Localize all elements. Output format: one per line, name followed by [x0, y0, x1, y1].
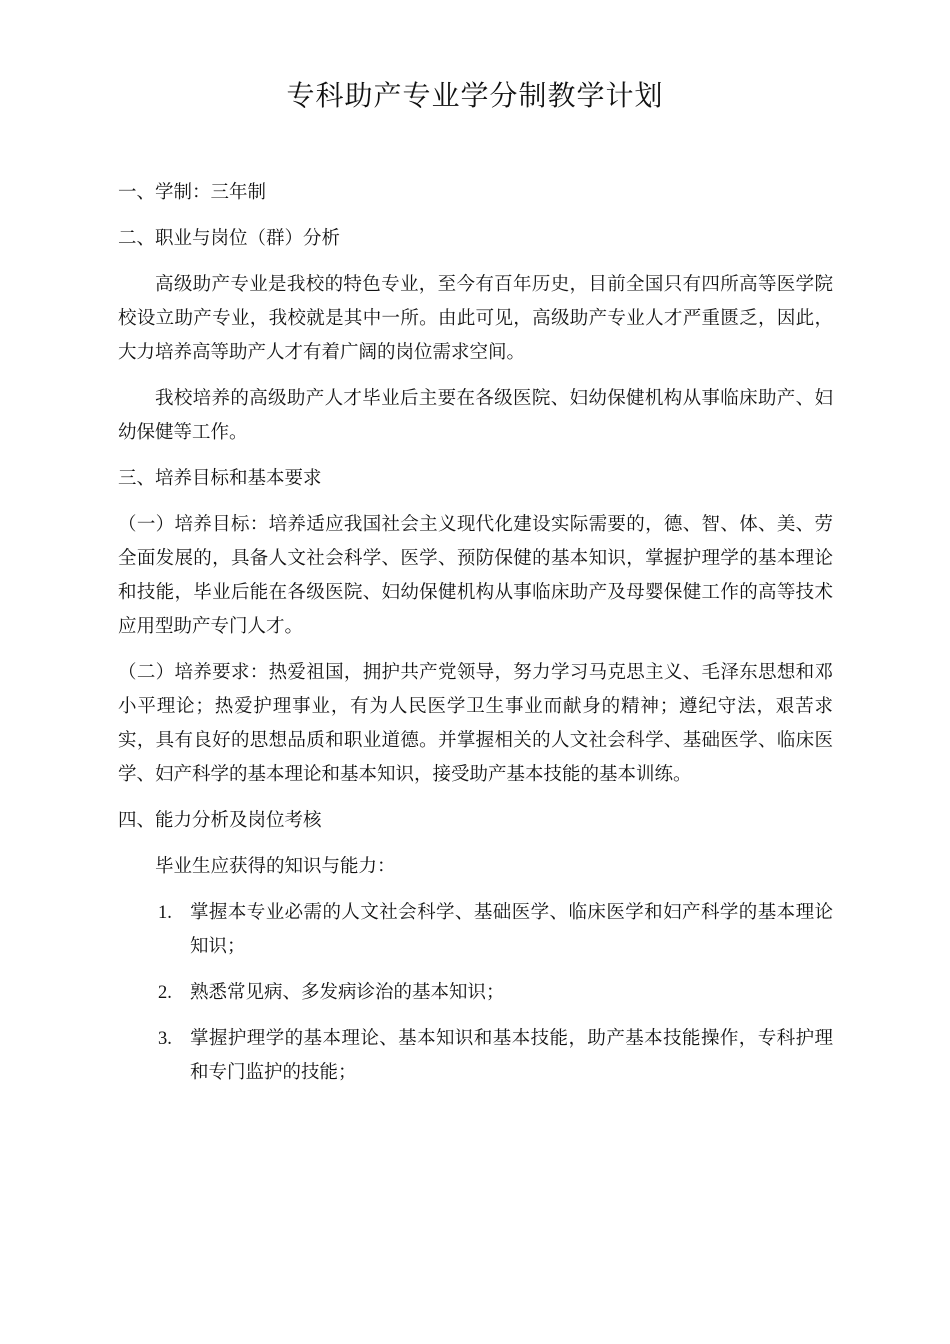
list-item-text: 掌握本专业必需的人文社会科学、基础医学、临床医学和妇产科学的基本理论知识；	[190, 902, 833, 957]
section-heading-4: 四、能力分析及岗位考核	[118, 810, 322, 831]
section-heading-1: 一、学制：三年制	[118, 182, 267, 203]
list-item-number: 1.	[158, 903, 172, 923]
section-heading-2: 二、职业与岗位（群）分析	[118, 228, 341, 249]
list-item-number: 3.	[158, 1029, 172, 1049]
paragraph-knowledge-intro: 毕业生应获得的知识与能力：	[155, 856, 396, 877]
paragraph-training-goal: （一）培养目标：培养适应我国社会主义现代化建设实际需要的，德、智、体、美、劳全面发展的，具备人文社会科学、医学、预防保健的基本知识，掌握护理学的基本理论和技能，毕业后能在各级医院、妇幼保健机构从事临床助产及母婴保健工作的高等技术应用型助产专门人才。	[118, 514, 833, 637]
list-item	[158, 1022, 833, 1090]
paragraph-specialty: 高级助产专业是我校的特色专业，至今有百年历史，目前全国只有四所高等医学院校设立助产专业，我校就是其中一所。由此可见，高级助产专业人才严重匮乏，因此，大力培养高等助产人才有着广阔的岗位需求空间。	[118, 274, 833, 363]
list-item	[158, 976, 833, 1010]
section-heading-3: 三、培养目标和基本要求	[118, 468, 322, 489]
knowledge-list	[158, 896, 833, 1090]
document-body	[118, 176, 833, 1102]
list-item-text: 熟悉常见病、多发病诊治的基本知识；	[190, 982, 505, 1003]
paragraph-employment: 我校培养的高级助产人才毕业后主要在各级医院、妇幼保健机构从事临床助产、妇幼保健等工作。	[118, 388, 833, 443]
list-item-text: 掌握护理学的基本理论、基本知识和基本技能，助产基本技能操作，专科护理和专门监护的技能；	[190, 1028, 833, 1083]
paragraph-training-requirements: （二）培养要求：热爱祖国，拥护共产党领导，努力学习马克思主义、毛泽东思想和邓小平理论；热爱护理事业，有为人民医学卫生事业而献身的精神；遵纪守法，艰苦求实，具有良好的思想品质和职业道德。并掌握相关的人文社会科学、基础医学、临床医学、妇产科学的基本理论和基本知识，接受助产基本技能的基本训练。	[118, 662, 833, 785]
page-title: 专科助产专业学分制教学计划	[286, 79, 664, 112]
list-item	[158, 896, 833, 964]
list-item-number: 2.	[158, 983, 172, 1003]
